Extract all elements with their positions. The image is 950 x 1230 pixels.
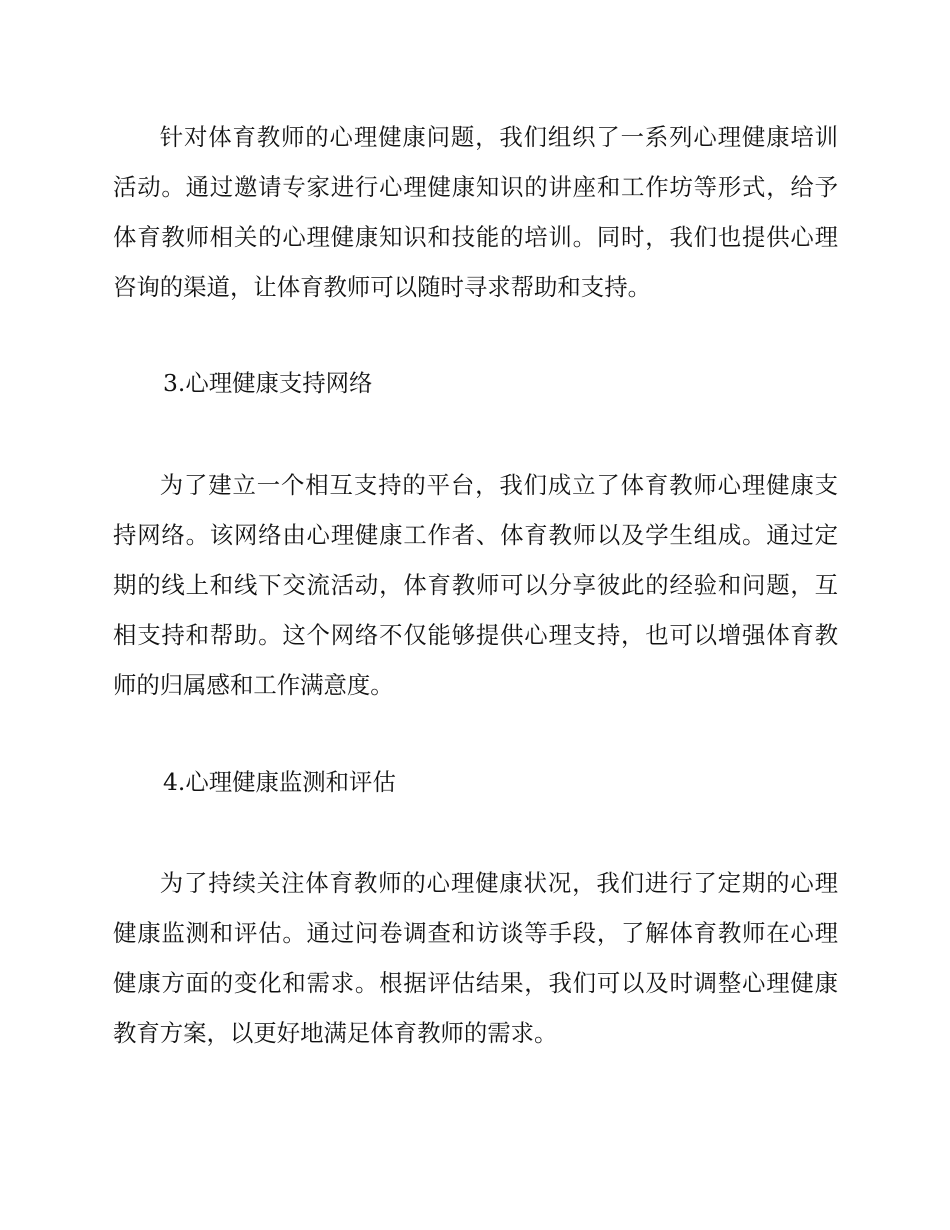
paragraph-support-network: 为了建立一个相互支持的平台，我们成立了体育教师心理健康支持网络。该网络由心理健康工作者、体育教师以及学生组成。通过定期的线上和线下交流活动，体育教师可以分享彼此的经验和问题，互相支持和帮助。这个网络不仅能够提供心理支持，也可以增强体育教师的归属感和工作满意度。 bbox=[113, 471, 838, 699]
paragraph-training: 针对体育教师的心理健康问题，我们组织了一系列心理健康培训活动。通过邀请专家进行心理健康知识的讲座和工作坊等形式，给予体育教师相关的心理健康知识和技能的培训。同时，我们也提供心理咨询的渠道，让体育教师可以随时寻求帮助和支持。 bbox=[113, 123, 838, 301]
paragraph-monitoring: 为了持续关注体育教师的心理健康状况，我们进行了定期的心理健康监测和评估。通过问卷调查和访谈等手段，了解体育教师在心理健康方面的变化和需求。根据评估结果，我们可以及时调整心理健康教育方案，以更好地满足体育教师的需求。 bbox=[113, 869, 838, 1047]
section-heading-support-network: 3.心理健康支持网络 bbox=[163, 369, 373, 397]
section-heading-monitoring: 4.心理健康监测和评估 bbox=[163, 768, 396, 796]
